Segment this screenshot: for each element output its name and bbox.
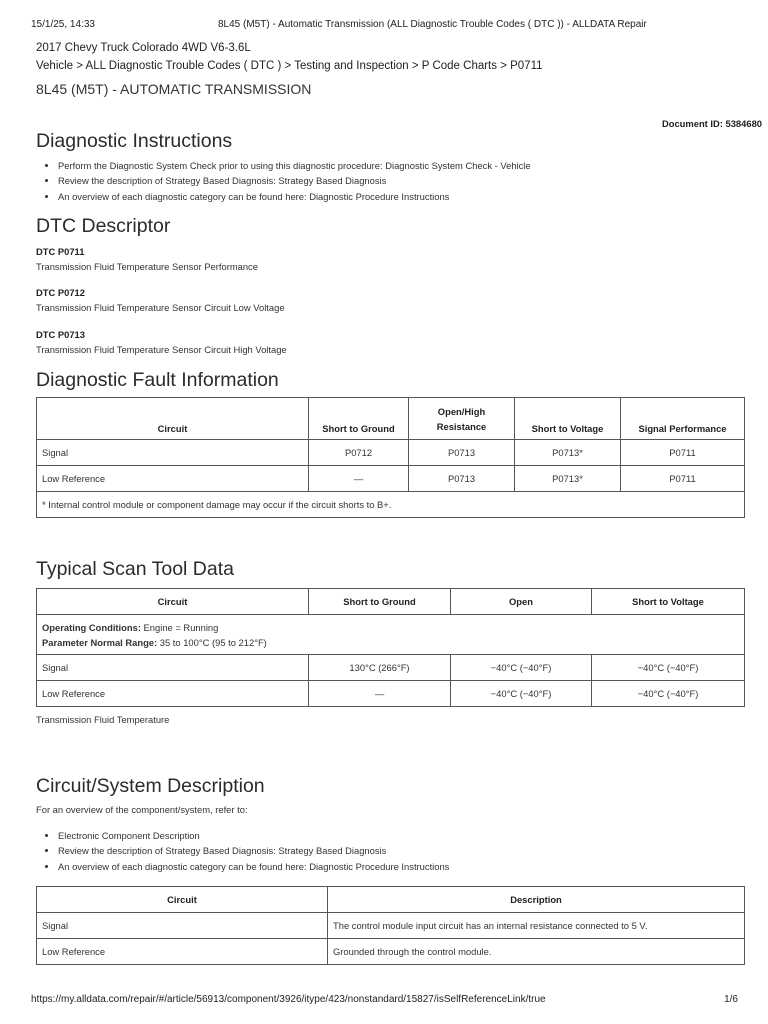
table-cell: 130°C (266°F)	[309, 655, 451, 681]
table-cell: −40°C (−40°F)	[592, 681, 745, 707]
dtc-description: Transmission Fluid Temperature Sensor Circuit Low Voltage	[36, 302, 285, 313]
table-cell: Signal	[37, 440, 309, 466]
table-cell: —	[309, 681, 451, 707]
fault-info-table	[36, 397, 745, 518]
table-header-row	[37, 589, 745, 615]
page-title: 8L45 (M5T) - AUTOMATIC TRANSMISSION	[36, 81, 312, 97]
table-row	[37, 655, 745, 681]
print-date: 15/1/25, 14:33	[31, 19, 95, 30]
fault-info-title: Diagnostic Fault Information	[36, 369, 279, 391]
table-cell: P0713*	[515, 466, 621, 492]
normal-range-label: Parameter Normal Range:	[42, 636, 158, 648]
column-header: Circuit	[37, 887, 328, 913]
scan-tool-table	[36, 588, 745, 707]
list-item[interactable]: • An overview of each diagnostic category can be found here: Diagnostic Procedure Instructions	[58, 189, 531, 204]
table-row	[37, 440, 745, 466]
scan-tool-title: Typical Scan Tool Data	[36, 558, 234, 580]
table-cell: Grounded through the control module.	[328, 939, 745, 965]
table-cell: Low Reference	[37, 466, 309, 492]
operating-conditions-row	[37, 615, 745, 655]
table-row	[37, 466, 745, 492]
circuit-description-table	[36, 886, 745, 965]
footer-page-number: 1/6	[724, 994, 738, 1005]
vehicle-name: 2017 Chevy Truck Colorado 4WD V6-3.6L	[36, 42, 251, 54]
table-cell: P0712	[309, 440, 409, 466]
table-cell: Low Reference	[37, 939, 328, 965]
table-cell: Signal	[37, 655, 309, 681]
list-item[interactable]: • Perform the Diagnostic System Check prior to using this diagnostic procedure: Diagnostic System Check - Vehicle	[58, 158, 531, 173]
operating-conditions	[37, 615, 745, 655]
table-cell: −40°C (−40°F)	[451, 655, 592, 681]
footer-url[interactable]: https://my.alldata.com/repair/#/article/56913/component/3926/itype/423/nonstandard/15827/isSelfReferenceLink/true	[31, 994, 546, 1005]
table-row	[37, 939, 745, 965]
table-cell: P0713	[409, 466, 515, 492]
diagnostic-instructions-title: Diagnostic Instructions	[36, 130, 233, 152]
list-item[interactable]: • Review the description of Strategy Based Diagnosis: Strategy Based Diagnosis	[58, 843, 449, 858]
table-footnote: * Internal control module or component damage may occur if the circuit shorts to B+.	[37, 492, 745, 518]
table-cell: P0711	[621, 440, 745, 466]
operating-conditions-label: Operating Conditions:	[42, 621, 141, 633]
column-header: Description	[328, 887, 745, 913]
table-cell: P0713*	[515, 440, 621, 466]
table-row	[37, 681, 745, 707]
table-header-row	[37, 887, 745, 913]
list-item[interactable]: • Review the description of Strategy Based Diagnosis: Strategy Based Diagnosis	[58, 173, 531, 188]
table-cell: Signal	[37, 913, 328, 939]
list-item[interactable]: • Electronic Component Description	[58, 828, 449, 843]
circuit-description-title: Circuit/System Description	[36, 775, 265, 797]
column-header: Short to Voltage	[515, 398, 621, 440]
circuit-description-intro: For an overview of the component/system, refer to:	[36, 804, 248, 815]
dtc-descriptor-title: DTC Descriptor	[36, 215, 171, 237]
column-header: Open/High Resistance	[409, 398, 515, 440]
column-header: Short to Voltage	[592, 589, 745, 615]
operating-conditions-value: Engine = Running	[140, 621, 219, 633]
column-header: Open	[451, 589, 592, 615]
table-cell: P0713	[409, 440, 515, 466]
dtc-code: DTC P0712	[36, 287, 85, 298]
table-cell: Low Reference	[37, 681, 309, 707]
table-row	[37, 913, 745, 939]
dtc-code: DTC P0713	[36, 329, 85, 340]
breadcrumb[interactable]: Vehicle > ALL Diagnostic Trouble Codes ( DTC ) > Testing and Inspection > P Code Charts > P0711	[36, 60, 543, 72]
column-header: Signal Performance	[621, 398, 745, 440]
dtc-description: Transmission Fluid Temperature Sensor Circuit High Voltage	[36, 344, 287, 355]
table-cell: The control module input circuit has an internal resistance connected to 5 V.	[328, 913, 745, 939]
print-title: 8L45 (M5T) - Automatic Transmission (ALL Diagnostic Trouble Codes ( DTC )) - ALLDATA Repair	[218, 19, 647, 30]
dtc-description: Transmission Fluid Temperature Sensor Performance	[36, 261, 258, 272]
table-header-row	[37, 398, 745, 440]
column-header: Circuit	[37, 398, 309, 440]
dtc-code: DTC P0711	[36, 246, 85, 257]
normal-range-value: 35 to 100°C (95 to 212°F)	[157, 636, 267, 648]
document-id: Document ID: 5384680	[661, 118, 762, 129]
list-item[interactable]: • An overview of each diagnostic category can be found here: Diagnostic Procedure Instructions	[58, 859, 449, 874]
diagnostic-instructions-list	[36, 158, 531, 204]
table-cell: —	[309, 466, 409, 492]
circuit-description-list	[36, 828, 449, 874]
column-header: Short to Ground	[309, 398, 409, 440]
column-header: Circuit	[37, 589, 309, 615]
column-header: Short to Ground	[309, 589, 451, 615]
table-footnote-row	[37, 492, 745, 518]
scan-tool-caption: Transmission Fluid Temperature	[36, 714, 170, 725]
table-cell: −40°C (−40°F)	[592, 655, 745, 681]
table-cell: −40°C (−40°F)	[451, 681, 592, 707]
table-cell: P0711	[621, 466, 745, 492]
